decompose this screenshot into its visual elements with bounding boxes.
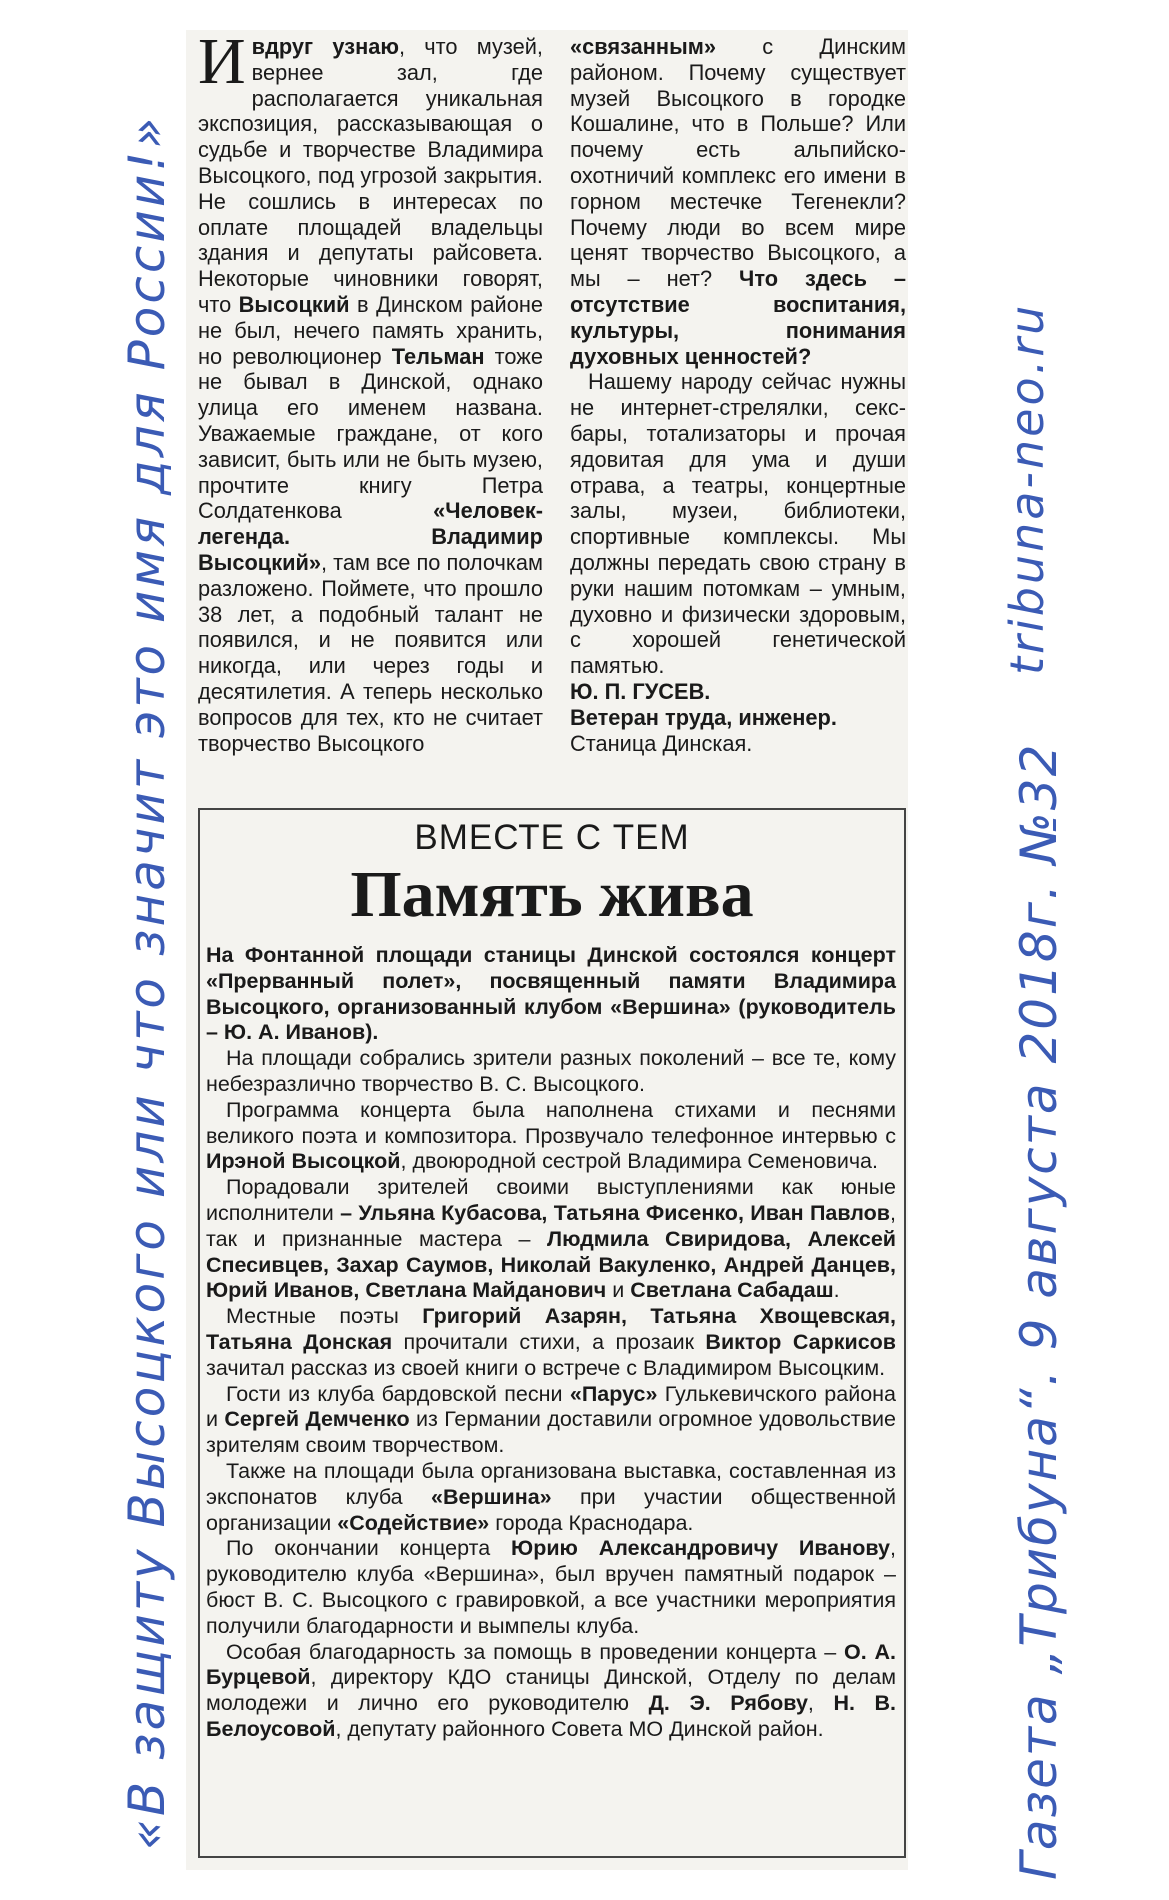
- boxed-article-paragraph: [206, 1304, 896, 1381]
- bold-text-run: «Парус»: [569, 1381, 658, 1406]
- bold-text-run: Юрию Александровичу Иванову: [511, 1536, 891, 1561]
- text-run: , так и признанные мастера –: [206, 1200, 896, 1251]
- handwritten-source-note: Газета „Трибуна“. 9 августа 2018г. №32: [1010, 742, 1068, 1880]
- text-run: в Динском районе не был, нечего память хранить, но революционер: [198, 291, 543, 369]
- boxed-article-paragraph: [206, 1459, 896, 1536]
- article-paragraph-continued: [570, 34, 906, 369]
- bold-text-run: Сергей Демченко: [224, 1407, 410, 1432]
- article-continuation: [570, 34, 906, 369]
- article-column-left: [198, 25, 543, 756]
- bold-text-run: «Вершина»: [431, 1484, 552, 1509]
- text-run: По окончании концерта: [226, 1536, 512, 1561]
- text-run: , двоюродной сестрой Владимира Семеновича.: [400, 1149, 878, 1174]
- text-run: с Динским районом. Почему существует музей Высоцкого в городке Кошалине, что в Польше? Или почему есть альпийско-охотничий комплекс его имени в горном местечке Тегенекли? Почему люди во всем мире ценят творчество Высоцкого, а мы – нет?: [570, 34, 906, 292]
- section-kicker: ВМЕСТЕ С ТЕМ: [414, 818, 690, 857]
- bold-text-run: Григорий Азарян, Татьяна Хвощевская, Татьяна Донская: [206, 1304, 896, 1354]
- text-run: прочитали стихи, а прозаик: [392, 1329, 706, 1354]
- bold-text-run: «связанным»: [570, 34, 716, 59]
- article-paragraph-text: [198, 25, 543, 756]
- article-headline: Память жива: [350, 858, 754, 931]
- bold-text-run: На Фонтанной площади станицы Динской состоялся концерт «Прерванный полет», посвященный памяти Владимира Высоцкого, организованный клубом «Вершина» (руководитель – Ю. А. Иванов).: [206, 943, 896, 1045]
- bold-text-run: – Ульяна Кубасова, Татьяна Фисенко, Иван Павлов: [340, 1200, 891, 1225]
- text-run: , депутату районного Совета МО Динской район.: [335, 1716, 824, 1741]
- text-run: , директору КДО станицы Динской, Отделу по делам молодежи и лично его руководителю: [206, 1665, 896, 1716]
- text-run: зачитал рассказ из своей книги о встрече с Владимиром Высоцким.: [206, 1355, 886, 1380]
- bold-text-run: Что здесь – отсутствие воспитания, культуры, понимания духовных ценностей?: [570, 266, 907, 369]
- text-run: .: [833, 1278, 840, 1303]
- text-run: На площади собрались зрители разных поколений – все те, кому небезразлично творчество В. С. Высоцкого.: [206, 1046, 896, 1096]
- boxed-article-body: [206, 943, 896, 1743]
- text-run: Порадовали зрителей своими выступлениями как юные исполнители: [206, 1175, 896, 1225]
- text-run: ,: [807, 1691, 834, 1716]
- bold-text-run: Ирэной Высоцкой: [206, 1149, 401, 1174]
- boxed-article-paragraph: [206, 1640, 896, 1743]
- text-run: Гости из клуба бардовской песни: [226, 1381, 570, 1406]
- text-run: Особая благодарность за помощь в проведении концерта –: [226, 1639, 844, 1664]
- bold-text-run: вдруг узнаю: [251, 34, 399, 59]
- bold-text-run: Тельман: [391, 343, 485, 369]
- bold-text-run: Высоцкий: [238, 291, 350, 317]
- text-run: Также на площади была организована выставка, составленная из экспонатов клуба: [206, 1458, 896, 1509]
- boxed-article-paragraph: [206, 1175, 896, 1304]
- text-run: Гулькевичского района и: [206, 1381, 896, 1432]
- handwritten-note-left: «В защиту Высоцкого или что значит это имя для России!»: [118, 114, 176, 1850]
- article-paragraph: Нашему народу сейчас нужны не интернет-стрелялки, секс-бары, тотализаторы и прочая ядовитая для ума и души отрава, а театры, концертные залы, музеи, библиотеки, спортивные комплексы. Мы должны передать свою страну в руки нашим потомкам – умным, духовно и физически здоровым, с хорошей генетической памятью.: [570, 369, 906, 679]
- text-run: города Краснодара.: [489, 1510, 694, 1535]
- text-run: , что музей, вернее зал, где располагается уникальная экспозиция, рассказывающая о судьбе и творчестве Владимира Высоцкого, под угрозой закрытия. Не сошлись в интересах по оплате площадей владельцы здания и депутаты райсовета. Некоторые чиновники говорят, что: [198, 34, 543, 317]
- author-name: Ю. П. ГУСЕВ.: [570, 678, 711, 704]
- boxed-article-paragraph: [206, 1046, 896, 1098]
- bold-text-run: Виктор Саркисов: [705, 1329, 897, 1354]
- bold-text-run: О. А. Бурцевой: [206, 1639, 896, 1690]
- text-run: и: [606, 1278, 631, 1303]
- boxed-article-paragraph: [206, 1382, 896, 1459]
- text-run: Программа концерта была наполнена стихами и песнями великого поэта и композитора. Прозвучало телефонное интервью с: [206, 1097, 896, 1148]
- text-run: при участии общественной организации: [206, 1484, 896, 1535]
- boxed-article-paragraph: [206, 1098, 896, 1175]
- bold-text-run: Светлана Сабадаш: [630, 1278, 834, 1303]
- text-run: , там все по полочкам разложено. Поймете, что прошло 38 лет, а подобный талант не появился, и не появится или никогда, или через годы и десятилетия. А теперь несколько вопросов для тех, кто не считает творчество Высоцкого: [198, 549, 543, 756]
- handwritten-url: tribuna-neo.ru: [1000, 302, 1054, 675]
- author-place: Станица Динская.: [570, 730, 753, 756]
- bold-text-run: Д. Э. Рябову: [648, 1691, 808, 1716]
- text-run: из Германии доставили огромное удовольствие зрителям своим творчеством.: [206, 1407, 896, 1458]
- article-column-right: [570, 34, 906, 756]
- bold-text-run: «Содействие»: [337, 1510, 490, 1535]
- author-title: Ветеран труда, инженер.: [570, 704, 837, 730]
- text-run: тоже не бывал в Динской, однако улица его именем названа. Уважаемые граждане, от кого зависит, быть или не быть музею, прочтите книгу Петра Солдатенкова: [198, 343, 543, 524]
- bold-text-run: Людмила Свиридова, Алексей Спесивцев, Захар Саумов, Николай Вакуленко, Андрей Данцев, Юрий Иванов, Светлана Майданович: [206, 1226, 896, 1303]
- text-run: Местные поэты: [226, 1304, 423, 1329]
- bold-text-run: «Человек-легенда. Владимир Высоцкий»: [198, 498, 543, 575]
- text-run: , руководителю клуба «Вершина», был вручен памятный подарок – бюст В. С. Высоцкого с гравировкой, а все участники мероприятия получили благодарности и вымпелы клуба.: [206, 1536, 897, 1638]
- bold-text-run: Н. В. Белоусовой: [206, 1691, 896, 1741]
- drop-cap: И: [198, 25, 246, 98]
- boxed-article-paragraph: [206, 1536, 896, 1639]
- boxed-article-paragraph: [206, 943, 896, 1046]
- article-opening-paragraph: [198, 25, 543, 756]
